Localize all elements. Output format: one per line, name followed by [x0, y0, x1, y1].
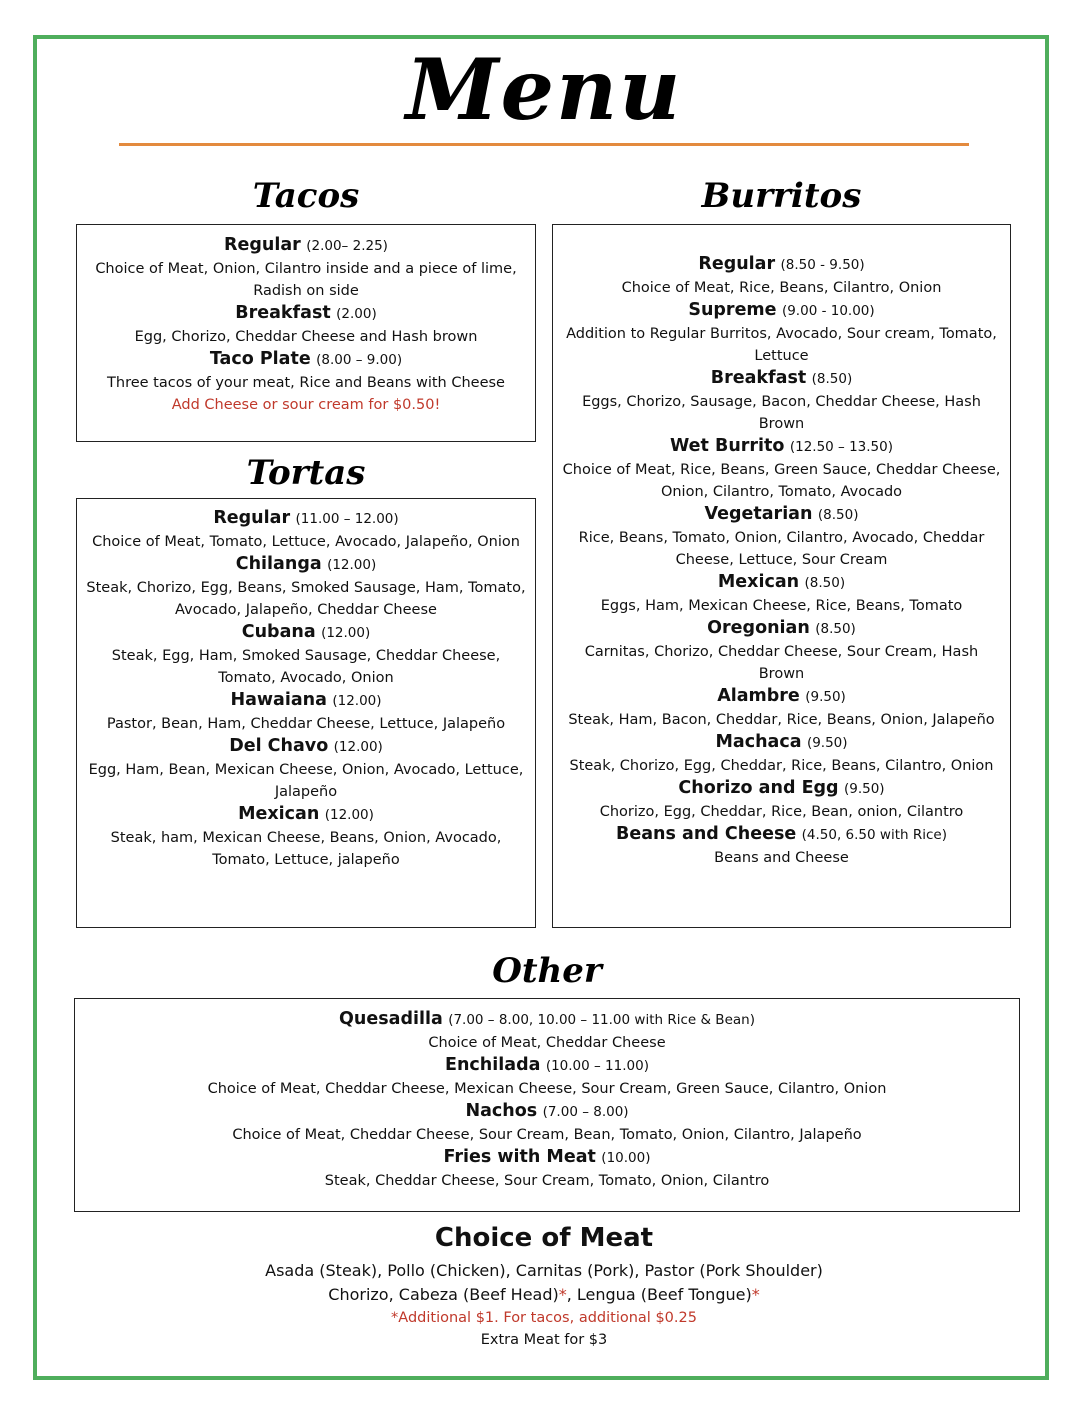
item-name: Quesadilla	[339, 1009, 443, 1029]
item-description: Rice, Beans, Tomato, Onion, Cilantro, Avocado, Cheddar Cheese, Lettuce, Sour Cream	[578, 530, 985, 568]
menu-item	[553, 777, 1010, 823]
item-description: Eggs, Ham, Mexican Cheese, Rice, Beans, Tomato	[600, 598, 963, 614]
menu-item	[77, 348, 535, 394]
item-description: Chorizo, Egg, Cheddar, Rice, Bean, onion, Cilantro	[599, 804, 964, 820]
item-price: (8.50)	[804, 575, 846, 591]
item-description: Beans and Cheese	[714, 850, 849, 866]
tacos-heading: Tacos	[252, 176, 360, 216]
title-underline	[119, 143, 969, 146]
premium-asterisk: *	[558, 1285, 567, 1304]
item-price: (12.00)	[327, 557, 377, 573]
choice-of-meat-section	[0, 1259, 1088, 1351]
other-heading: Other	[492, 951, 602, 991]
item-name: Vegetarian	[704, 504, 813, 524]
item-price: (8.50)	[817, 507, 859, 523]
item-name: Oregonian	[707, 618, 810, 638]
menu-item	[75, 1008, 1019, 1054]
menu-item	[553, 503, 1010, 571]
item-description: Choice of Meat, Cheddar Cheese	[428, 1035, 666, 1051]
item-price: (12.00)	[332, 693, 382, 709]
menu-item	[553, 253, 1010, 299]
menu-item	[553, 685, 1010, 731]
item-price: (4.50, 6.50 with Rice)	[801, 827, 947, 843]
meat-options-line-1: Asada (Steak), Pollo (Chicken), Carnitas (Pork), Pastor (Pork Shoulder)	[265, 1261, 823, 1280]
item-description: Eggs, Chorizo, Sausage, Bacon, Cheddar Cheese, Hash Brown	[582, 394, 981, 432]
item-name: Supreme	[688, 300, 777, 320]
item-price: (9.50)	[805, 689, 846, 705]
item-description: Carnitas, Chorizo, Cheddar Cheese, Sour Cream, Hash Brown	[584, 644, 979, 682]
meat-options-line-2	[0, 1283, 1088, 1307]
item-name: Del Chavo	[229, 736, 329, 756]
item-price: (10.00)	[601, 1150, 651, 1166]
menu-item	[553, 367, 1010, 435]
item-name: Alambre	[717, 686, 800, 706]
item-price: (10.00 – 11.00)	[545, 1058, 649, 1074]
menu-item	[553, 823, 1010, 869]
item-price: (2.00– 2.25)	[306, 238, 388, 254]
menu-item	[77, 621, 535, 689]
menu-item	[75, 1146, 1019, 1192]
item-description: Steak, ham, Mexican Cheese, Beans, Onion, Avocado, Tomato, Lettuce, jalapeño	[110, 830, 502, 868]
item-name: Cubana	[241, 622, 316, 642]
menu-item	[75, 1054, 1019, 1100]
menu-item	[77, 735, 535, 803]
item-price: (8.50)	[811, 371, 853, 387]
tortas-heading: Tortas	[246, 453, 366, 493]
item-price: (11.00 – 12.00)	[295, 511, 399, 527]
item-name: Mexican	[238, 804, 320, 824]
item-description: Choice of Meat, Rice, Beans, Cilantro, Onion	[621, 280, 942, 296]
item-name: Breakfast	[235, 303, 331, 323]
item-description: Three tacos of your meat, Rice and Beans with Cheese	[107, 375, 505, 391]
item-price: (2.00)	[336, 306, 377, 322]
item-description: Steak, Ham, Bacon, Cheddar, Rice, Beans, Onion, Jalapeño	[568, 712, 995, 728]
item-description: Choice of Meat, Rice, Beans, Green Sauce, Cheddar Cheese, Onion, Cilantro, Tomato, Avocado	[562, 462, 1001, 500]
menu-item	[77, 302, 535, 348]
item-name: Breakfast	[710, 368, 807, 388]
item-description: Choice of Meat, Cheddar Cheese, Mexican Cheese, Sour Cream, Green Sauce, Cilantro, Onion	[207, 1081, 887, 1097]
item-name: Mexican	[717, 572, 800, 592]
burritos-box	[552, 224, 1011, 928]
item-price: (12.00)	[321, 625, 371, 641]
menu-item	[77, 803, 535, 871]
item-price: (8.50)	[815, 621, 856, 637]
item-price: (9.50)	[806, 735, 848, 751]
item-price: (12.50 – 13.50)	[789, 439, 894, 455]
premium-asterisk: *	[751, 1285, 760, 1304]
other-box	[74, 998, 1020, 1212]
item-name: Beans and Cheese	[616, 824, 797, 844]
menu-item	[77, 234, 535, 302]
tortas-box	[76, 498, 536, 928]
item-price: (8.00 – 9.00)	[316, 352, 403, 368]
item-name: Regular	[224, 235, 301, 255]
item-name: Hawaiana	[230, 690, 327, 710]
item-name: Chilanga	[235, 554, 322, 574]
tacos-box	[76, 224, 536, 442]
choice-of-meat-heading: Choice of Meat	[434, 1223, 654, 1253]
item-price: (12.00)	[324, 807, 374, 823]
item-name: Wet Burrito	[669, 436, 785, 456]
menu-item	[553, 571, 1010, 617]
item-description: Steak, Chorizo, Egg, Cheddar, Rice, Beans, Cilantro, Onion	[569, 758, 994, 774]
item-price: (12.00)	[333, 739, 383, 755]
menu-item	[553, 299, 1010, 367]
item-description: Choice of Meat, Tomato, Lettuce, Avocado, Jalapeño, Onion	[92, 534, 520, 550]
item-name: Regular	[213, 508, 291, 528]
meat-options-part-b: , Lengua (Beef Tongue)	[566, 1285, 752, 1304]
item-name: Enchilada	[445, 1055, 541, 1075]
menu-item	[77, 507, 535, 553]
item-description: Steak, Cheddar Cheese, Sour Cream, Tomato, Onion, Cilantro	[324, 1173, 770, 1189]
menu-title: Menu	[405, 40, 683, 139]
item-description: Egg, Chorizo, Cheddar Cheese and Hash brown	[134, 329, 478, 345]
item-price: (9.00 - 10.00)	[781, 303, 875, 319]
menu-item	[75, 1100, 1019, 1146]
item-description: Steak, Egg, Ham, Smoked Sausage, Cheddar Cheese, Tomato, Avocado, Onion	[111, 648, 501, 686]
menu-item	[77, 689, 535, 735]
item-name: Machaca	[715, 732, 802, 752]
menu-item	[553, 617, 1010, 685]
item-price: (8.50 - 9.50)	[780, 257, 865, 273]
item-price: (7.00 – 8.00, 10.00 – 11.00 with Rice & Bean)	[448, 1012, 755, 1028]
premium-meat-note: *Additional $1. For tacos, additional $0.25	[391, 1310, 697, 1326]
item-description: Steak, Chorizo, Egg, Beans, Smoked Sausage, Ham, Tomato, Avocado, Jalapeño, Cheddar Cheese	[86, 580, 526, 618]
item-name: Nachos	[465, 1101, 538, 1121]
item-name: Regular	[698, 254, 776, 274]
item-price: (7.00 – 8.00)	[542, 1104, 629, 1120]
menu-item	[553, 731, 1010, 777]
item-description: Choice of Meat, Cheddar Cheese, Sour Cream, Bean, Tomato, Onion, Cilantro, Jalapeño	[232, 1127, 862, 1143]
item-name: Fries with Meat	[443, 1147, 596, 1167]
item-description: Addition to Regular Burritos, Avocado, Sour cream, Tomato, Lettuce	[566, 326, 997, 364]
item-description: Pastor, Bean, Ham, Cheddar Cheese, Lettuce, Jalapeño	[106, 716, 506, 732]
meat-options-part-a: Chorizo, Cabeza (Beef Head)	[328, 1285, 559, 1304]
tacos-addon-note: Add Cheese or sour cream for $0.50!	[171, 397, 441, 413]
extra-meat-note: Extra Meat for $3	[480, 1332, 608, 1348]
burritos-heading: Burritos	[701, 176, 862, 216]
item-description: Choice of Meat, Onion, Cilantro inside and a piece of lime, Radish on side	[95, 261, 517, 299]
menu-item	[77, 553, 535, 621]
item-name: Taco Plate	[209, 349, 311, 369]
item-name: Chorizo and Egg	[678, 778, 839, 798]
menu-item	[553, 435, 1010, 503]
item-price: (9.50)	[843, 781, 885, 797]
item-description: Egg, Ham, Bean, Mexican Cheese, Onion, Avocado, Lettuce, Jalapeño	[88, 762, 524, 800]
